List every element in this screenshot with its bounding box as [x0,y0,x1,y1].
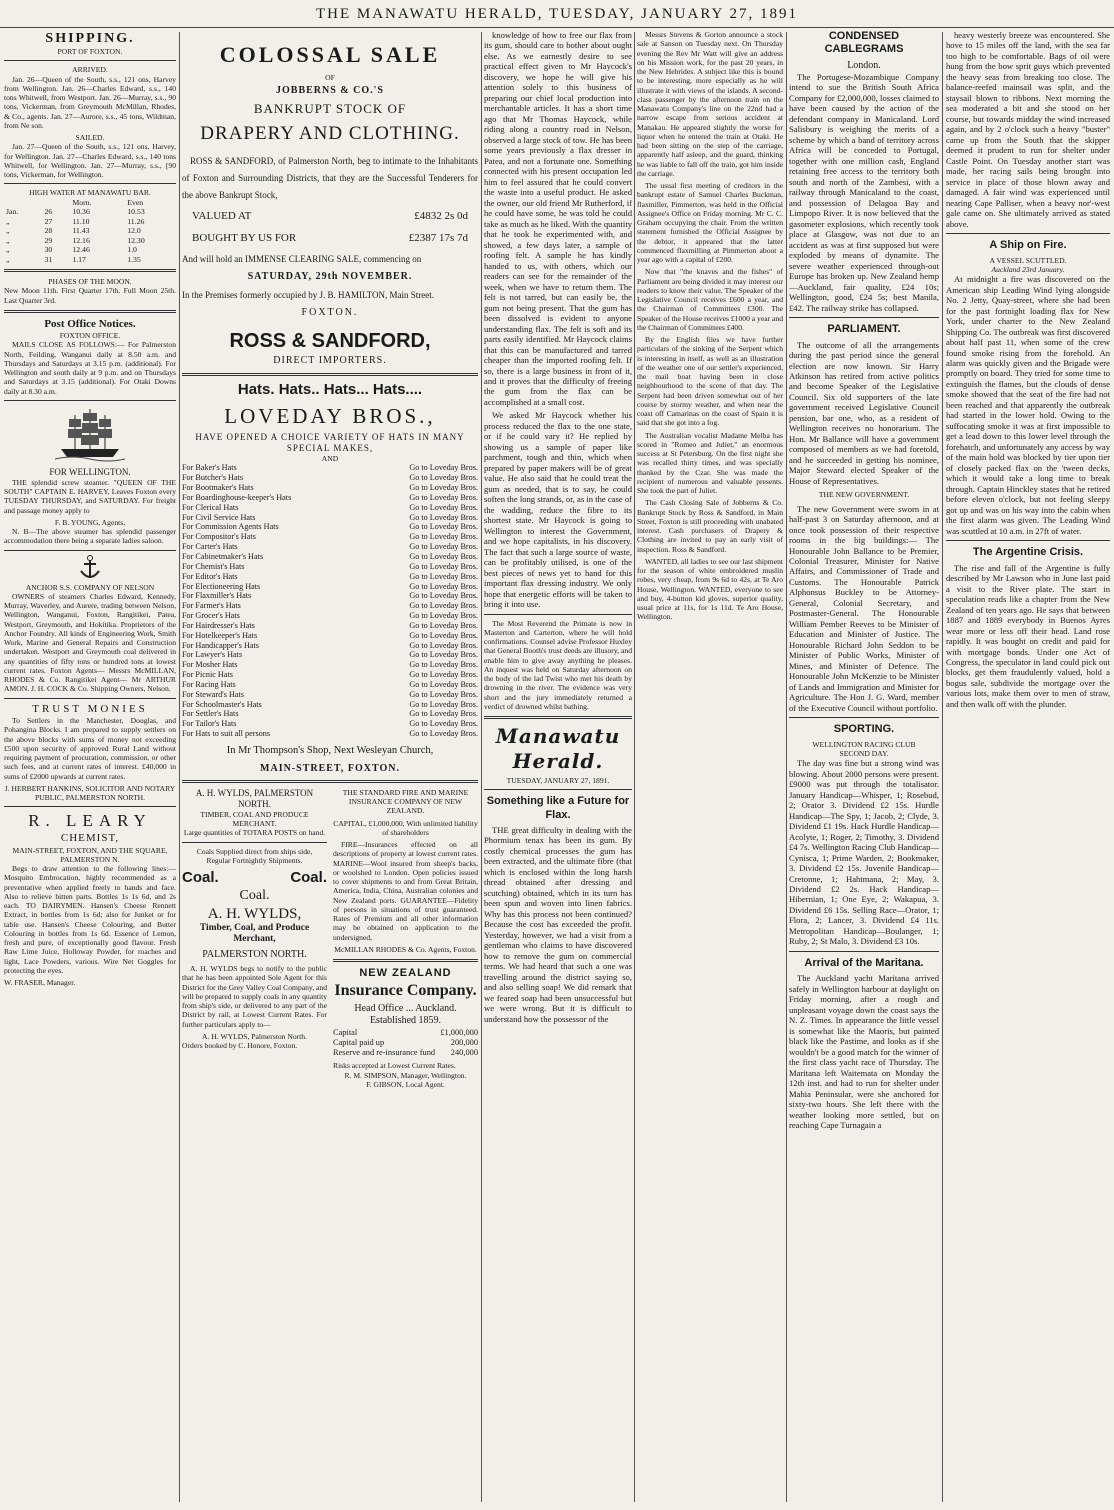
steamer-text: THE splendid screw steamer. "QUEEN OF THE SOUTH" CAPTAIN E. HARVEY, Leaves Foxton every TUESDAY THURSDAY, and SATURDAY. For freight and passage money apply to [4,477,176,515]
hat-list-item: For Tailor's Hats Go to Loveday Bros. [182,719,478,729]
ross-intro: ROSS & SANDFORD, of Palmerston North, beg to intimate to the Inhabitants of Foxton and Surrounding Districts, that they are the Successful Tenderers for the above Bankrupt Stock, [182,156,478,201]
column-news [637,30,783,1506]
for-wellington: FOR WELLINGTON. [49,466,131,477]
hat-list-item: For Bootmaker's Hats Go to Loveday Bros. [182,483,478,493]
main-street: MAIN-STREET, FOXTON. [260,762,400,774]
capital-paid-row: Capital paid up 200,000 [333,1037,478,1047]
hat-list-item: For Farmer's Hats Go to Loveday Bros. [182,601,478,611]
coal-center: Coal. [239,888,270,904]
flax-continued: knowledge of how to free our flax from its gum, should care to bother about ought else. As we earnestly desire to see practical effect given to Mr Haycock's discovery, we hope he will give his attention solely to this business of preparing our chief local production into merchantable articles. It has a short time ago that Mr Thomas Haycock, while riding along a country road in Nelson, observed a large stock of tow. He has been some years previously a flax dresser in Patea, and not a fortunate one. Something connected with his present occupation led him to feel assured that he could convert the waste into a useful product. He asked the owner, our old friend Mr Rutherford, if he could have some, he was told he could take as much as he liked. With the quantity that he took he experimented with, and showed, a few days later, a sample of roofing felt. A sample he has kindly handed to us, with others, which our readers can see for the remainder of the week, when we have to return them. The felt is not tarred, but can easily be, the gum not being present. That the gum has been dissolved is evident to anyone understanding flax. The felt is soft and its parts easily identified. Mr Haycock claims that this can be manufactured and tarred cheaper than the imported roofing felt. If so, there is a large business in front of it, and it proves that the difficulty of freeing the gum from the flax can be accomplished at a small cost. [484,30,632,407]
hat-list-item: For Carter's Hats Go to Loveday Bros. [182,542,478,552]
nz-insurance: NEW ZEALAND [359,967,452,980]
hat-list-item: For Hats to suit all persons Go to Loveday Bros. [182,729,478,739]
town: FOXTON. [301,306,359,318]
anchor-title: ANCHOR S.S. COMPANY OF NELSON [25,582,155,592]
fire-text: At midnight a fire was discovered on the American ship Leading Wind lying alongside No. 2 Jetty, Quay-street, where she had been for the past fortnight loading flax for New York, under charter to the New Zealand Shipping Co. The outbreak was first discovered about half past 11, when some of the crew found smoke rising from the forehold. An alarm was quickly given and the Brigade were promptly on board. They tried for some time to extinguish the flames, but the clouds of dense smoke showed that the seat of the fire had not been reached and that apparently the outbreak had started in the lower hold. Owing to the suffocating smoke it was at first impossible to get a lead down to this lower level through the forehatch, and unfortunately any access by way of the main hold was blocked by tier upon tier of closely packed flax on the 'tween decks, which it would take a long time to break through. Captain Hinckley states that he retired before eleven o'clock, but not feeling sleepy got up and was on his way into the cabin when the first alarm was given. The Leading Wind was scuttled at 10 a.m. in 27ft of water. [946,274,1110,536]
nb-text: N. B—The above steamer has splendid passenger accommodation there being a separate ladies saloon. [4,527,176,546]
hat-list-item: For Handicapper's Hats Go to Loveday Bros. [182,640,478,650]
trust-text: To Settlers in the Manchester, Douglas, and Pohangina Blocks. I am prepared to supply settlers on the above blocks with sums of money not exceeding £500 upon security of approved Rural Land without requiring payment of procuration, commission, or other such fees, and at current rates of interest. £40,000 in sums of £2000 upwards at current rates. [4,716,176,781]
hat-list-item: For Steward's Hats Go to Loveday Bros. [182,689,478,699]
hat-list-item: For Butcher's Hats Go to Loveday Bros. [182,473,478,483]
sailed-label: SAILED. [75,133,105,143]
ship-fire-title: A Ship on Fire. [989,239,1067,252]
sale-date: SATURDAY, 29th NOVEMBER. [247,271,413,283]
hat-list-item: For Baker's Hats Go to Loveday Bros. [182,463,478,473]
hat-list-item: For Schoolmaster's Hats Go to Loveday Bros. [182,699,478,709]
drapery-title: DRAPERY AND CLOTHING. [200,123,460,145]
maritana-title: Arrival of the Maritana. [804,956,924,969]
ross-sandford: ROSS & SANDFORD, [229,329,431,352]
wylds-orders: Orders booked by C. Honore, Foxton. [182,1041,298,1051]
column-cables [789,30,939,1506]
hat-list-item: For Hairdresser's Hats Go to Loveday Bros. [182,620,478,630]
news-parliament-pay: Now that "the knaves and the fishes" of Parliament are being divided it may interest our readers to know their value. The Speaker of the Legislative Council receives £600 a year, and the Chairman of Committees £300. The Speaker of the House receives £1000 a year and the Chairman of Committees £400. [637,267,783,332]
head-office: Head Office ... Auckland. [354,1003,457,1015]
hat-list-item: For Editor's Hats Go to Loveday Bros. [182,571,478,581]
hat-list-item: For Racing Hats Go to Loveday Bros. [182,679,478,689]
argentine-text: The rise and fall of the Argentine is fully described by Mr Lawson who in June last paid a visit to the River plate. The start in speculation reads like a chapter from the New Zealand of ten years ago. He says that between 1887 and 1889 everybody in Buenos Ayres wear more or less off their head. Land rose rapidly. It was bought on credit and paid for with mortgage bonds. Under one Act of Congress, the speculator in land could pick out blocks, get them fraudulently valued, hold a bogus sale, subdivide the mortgage over the various lots, make them over to men of straw, and then walk off with the plunder. [946,562,1110,709]
post-title: Post Office Notices. [44,317,136,330]
hat-list-item: For Mosher Hats Go to Loveday Bros. [182,660,478,670]
tide-table: Morn. Even Jan. 26 10.36 10.53 „ 27 11.10 11.26 „ 28 11.43 12.0 „ 29 12.16 12.30 „ 30 12.46 1.0 „ 31 1.17 1.35 [6,197,145,264]
london-label: London. [847,59,881,71]
sporting-title: SPORTING. [833,723,895,736]
trust-title: TRUST MONIES [32,702,148,715]
risks: Risks accepted at Lowest Current Rates. [333,1061,456,1071]
cablegrams-title: CONDENSED CABLEGRAMS [824,30,904,56]
std-text: FIRE—Insurances effected on all descriptions of property at lowest current rates. MARINE—Wool insured from sheep's backs, or woolshed to London. Open policies issued to cover shipments to and from Great Britain, America, India, China, Australian colonies and New Zealand ports. GUARANTEE—Fidelity of persons in situations of trust guaranteed. Rates of Premium and all other information may be obtained on application to the undersigned, [333,840,478,942]
importers: DIRECT IMPORTERS. [273,355,387,367]
column-ship-fire [946,30,1110,1506]
valued-row: VALUED AT £4832 2s 0d [192,209,468,222]
new-gov-title: THE NEW GOVERNMENT. [818,490,910,500]
post-sub: FOXTON OFFICE. [59,331,121,341]
flax-future-title: Something like a Future for Flax. [486,795,630,821]
hat-list-item: For Hotelkeeper's Hats Go to Loveday Bros. [182,630,478,640]
sale-title: COLOSSAL SALE [219,42,441,67]
clearing-sale: And will hold an IMMENSE CLEARING SALE, commencing on [182,254,422,265]
fire-dateline: Auckland 23rd January. [991,264,1065,274]
wylds-sign: A. H. WYLDS, Palmerston North. [202,1031,307,1041]
herald-date: TUESDAY, JANUARY 27, 1891. [506,775,610,785]
loveday-sub: HAVE OPENED A CHOICE VARIETY OF HATS IN MANY SPECIAL MAKES, [195,432,465,454]
wylds-ad [182,788,327,1089]
std-title: THE STANDARD FIRE AND MARINE INSURANCE COMPANY OF NEW ZEALAND. [342,787,469,816]
insurance-company: Insurance Company. [334,981,477,999]
and: AND [321,454,339,464]
maritana-text: The Auckland yacht Maritana arrived safely in Wellington harbour at daylight on Friday morning, after a rough and unpleasant voyage down the coast says the N. Z. Times. In appearance the little vessel is somewhat like the Maoris, but painted black like the Pastime, and looks as if she wouldn't be a good match for the winner of the first class yacht race of Thursday. The Maritana left Waitemata on Monday the 12th inst. and had to run for shelter under Mahia Peninsular, were she anchored for sixty-two hours. She left there with the weather looking more settled, but on reaching Cape Turnagain a [789,973,939,1131]
news-cash-sale: The Cash Closing Sale of Jobberns & Co. Bankrupt Stock by Ross & Sandford, in Main Street, Foxton is still proceeding with unabated interest. Cash purchasers of Drapery & Clothing are invited to pay an early visit of inspection. Ross & Sandford. [637,498,783,554]
wylds-coals: Coals Supplied direct from ships side, [196,846,313,856]
arrived-label: ARRIVED. [72,65,108,75]
port-label: PORT OF FOXTON. [57,47,123,57]
maritana-continued: heavy westerly breeze was encountered. She hove to 15 miles off the land, with the sea far too high to be comfortable. Bags of oil were hung from the bow sprit guys which prevented the heavy seas from breaking too close. The balance-reefed mainsail was split, and the staysail blown to ribbons. Next morning the sea moderated a bit and she stood on her course, but towards midday the wind increased again, and by 2 o'clock such a heavy "buster" came up from the South that the skipper deemed it prudent to run for shelter under Castle Point. On Tuesday another start was made, her racing sails being brought into service in place of those blown away and damaged. A fair wind was experienced until nearing Cape Palliser, when a heavy nor'-west gale came on. She ultimately arrived as stated above. [946,30,1110,229]
wanted-ads: WANTED, all ladies to see our last shipment for the season of white embroidered muslin robes, very cheap, from 9s 6d to 42s, at Te Aro House, Wellington. WANTED, everyone to see and buy, 4-button kid gloves, superior quality, usual price at 11s, for 1s 11d. Te Aro House, Wellington. [637,556,783,622]
column-rule [942,32,943,1502]
haycock-process: We asked Mr Haycock whether his process reduced the flax to the one state, or if he could vary it? He replied by showing us a sample of paper like parchment, tough and thin, which when prepared by paper makers will be of great value. He also said that he could treat the gum as needed, that is to say, he could soften the long strands, or, as in the case of the wadding, reduce the fibre to its shortest state. Mr Haycock is going to Wellington to interest the Government, and we hope capitalists, in his discovery. The fact that such a large source of waste, can be profitably utilised, is one of the best pieces of news yet to hand for this important flax dressing industry. We only hope that energetic efforts will be taken to bring it into use. [484,410,632,610]
thompson: In Mr Thompson's Shop, Next Wesleyan Church, [226,745,434,756]
parliament-text: The outcome of all the arrangements during the past period since the general election are now known. Sir Harry Atkinson has retired from active politics and become Speaker of the Legislative Council. Six old supporters of the late government received Legislative Council pension, bar one, who, as a resident of Wellington receives no honorarium. The Hon. Mr Ballance will have a government composed of members as we had foretold, and he succeeded in getting his nominee, Major Steward elected Speaker of the House of Representatives. [789,339,939,486]
loveday-title: LOVEDAY BROS., [224,403,436,428]
std-agents: McMILLAN RHODES & Co. Agents, Foxton. [334,944,477,954]
news-1: Messrs Stevens & Gorton announce a stock sale at Sanson on Tuesday next. On Thursday evening the Rev Mr Watt will give an address on his Mission work, for the past 20 years, in the New Hebrides. A subject like this is bound to be interesting, more especially as he will illustrate it with views of the islands. A second-class passenger by the afternoon train on the Manawatu Company's line on the 22nd had a narrow escape from serious accident at Manakau. He appeared slightly the worse for liquor when he entered the train at Otaki. He had been sitting on the step of the carriage, apparently half asleep, and the guard, thinking he was liable to fall off the train, got him inside the carriage. [637,30,783,178]
column-rule [634,32,635,1502]
sailed-text: Jan. 27—Queen of the South, s.s., 121 ons, Harvey, for Wellington. Jan. 27—Charles Edward, s.s., 140 tons Whitwell, for Wellington. Jan. 27—Murray, s.s., [90 tons, Vickerman, for Wellington. [4,142,176,180]
capital-row: Capital £1,000,000 [333,1027,478,1037]
parliament-title: PARLIAMENT. [827,323,901,336]
hat-list-item: For Compositor's Hats Go to Loveday Bros. [182,532,478,542]
wylds-totara: Large quantities of TOTARA POSTS on hand. [183,828,326,838]
leary-name: R. LEARY [28,811,152,831]
hats-title: Hats. Hats.. Hats... Hats.... [237,381,423,399]
bought-row: BOUGHT BY US FOR £2387 17s 7d [192,231,468,244]
premises: In the Premises formerly occupied by J. B. HAMILTON, Main Street. [182,289,434,300]
column-rule [786,32,787,1502]
std-capital: CAPITAL, £1,000,000, With unlimited liability of shareholders [333,818,478,837]
post-text: MAILS CLOSE AS FOLLOWS:— For Palmerston North, Feilding, Wanganui daily at 8.50 a.m. and Thursdays and Saturdays at 3.15 p.m. (additional). For Wellington and south daily at 9 p.m. and on Thursdays and Saturdays at 3.15 (additional). For Otaki Downs daily at 8.30 a.m. [4,340,176,396]
fraser-signature: W. FRASER, Manager. [4,978,76,987]
anchor-icon [79,555,101,581]
local-notes: The Most Reverend the Primate is now in Masterton and Carterton, where he will hold confirmations. Counsel advise Professor Huxley that General Booth's trust deeds are illusory, and enable him to give away anything he pleases. An inquest was held on Saturday afternoon on the body of the lad Twist who met his death by drowning in the river. The evidence was very short and the jury immediately returned a verdict of drowned whilst bathing. [484,618,632,711]
wylds-palm: PALMERSTON NORTH. [202,949,307,960]
hat-list-item: For Electioneering Hats Go to Loveday Bros. [182,581,478,591]
insurance-ads [333,788,478,1089]
racing-club: WELLINGTON RACING CLUB [812,739,916,749]
gibson: F. GIBSON, Local Agent. [366,1079,445,1089]
column-editorial [484,30,632,1506]
flax-future-text: THE great difficulty in dealing with the Phormium tenax has been its gum. By costly chemical processes the gum has been extracted, and the ultimate fibre (that which is enclosed within the long harsh thread obtained after dressing and scutching) obtained, which in its turn has been spun and woven into linen fabrics. Why has this process not been continued? Because the cost has exceeded the profit. Yesterday, however, we had a visit from a gentleman who claims to have discovered how to remove the gum on commercial terms. We had heard that such a one was travelling around the district saying so, and also selling soap! We did remark that we feared soap had been unsuccessful but we were wrong. But it is difficult to understand how the possessor of the [484,824,632,1024]
masthead: THE MANAWATU HERALD, TUESDAY, JANUARY 27, 1891 [0,0,1114,28]
hat-list-item: For Boardinghouse-keeper's Hats Go to Loveday Bros. [182,492,478,502]
lower-ads [182,788,478,1089]
shipping-title: SHIPPING. [45,31,135,46]
wylds-timber: Timber, Coal, and Produce Merchant, [199,922,310,945]
wylds-text: A. H. WYLDS begs to notify to the public that he has been appointed Sole Agent for this District for the Grey Valley Coal Company, and will be prepared to supply coals in any quantity from ship's side, or delivered to any part of the District by rail, at Lowest Current Rates. For further particulars apply to— [182,964,327,1029]
jobberns: JOBBERNS & CO.'S [276,85,384,97]
sale-of: OF [325,72,335,82]
established: Established 1859. [369,1015,442,1027]
wylds-name: A. H. WYLDS, [207,905,302,922]
leary-text: Begs to draw attention to the following lines:— Mosquito Embrocation, highly recommended as a preventative when applied freely to hands and face. Also to relieve bitten parts. Bottles 1s 1s 6d, and 2s each. TO DAIRYMEN. Hansen's Cheese Rennett Extract, in bottles from 1s 6d; also for Junket or for table use. Hansen's Cheese Colouring, and Butter Colouring in bottles from 1s 6d. Essence of Lemon, fresh and pure, of exceptionally good flavour. Fresh Raw Lime Juice, Holloway Powder, for roaches and light, Lace Powders, various. Wire Net Goggles for protecting the eyes. [4,864,176,975]
hat-list-item: For Chemist's Hats Go to Loveday Bros. [182,561,478,571]
moon-text: New Moon 11th. First Quarter 17th. Full Moon 25th. Last Quarter 3rd. [4,286,176,305]
hat-list-item: For Civil Service Hats Go to Loveday Bros. [182,512,478,522]
sailing-ship-icon [55,405,125,463]
hat-list-item: For Cabinetmaker's Hats Go to Loveday Bros. [182,551,478,561]
argentine-title: The Argentine Crisis. [972,546,1084,559]
cable-text: The Portugese-Mozambique Company intend to sue the British South Africa Company for £2,000,000, losses claimed to have been caused by the action of the defendant company in Manicaland. Lord Salisbury is weighing the merits of a scheme by which a band of territory across Africa will be conceded to Portugal, together with one million cash, England retaining free access to the territory both south and north of the Zambesi, with a railway through Manicaland to the coast, and possession of Delagoa Bay and Limpopo River. It is now believed that the gasometer explosions, which recently took place at Glasgow, was not due to an accident as was at first supposed but were exploded by means of dynamite. The severe weather experienced through-out Europe has broken up. New Zealand hemp—Auckland, fair quality, £24 10s; Wellington, good, £24 5s; best Manila, £42. The railway strike has collapsed. [789,72,939,313]
arrived-text: Jan. 26—Queen of the South, s.s., 121 ons, Harvey from Wellington. Jan. 26—Charles Edward, s.s., 140 tons Whitwell, from Westport. Jan. 26—Murray, s.s., 90 tons, Vickerman, from Greymouth McMillan, Rhodes, & Co., agents. Jan. 27—Aurore, s.s., 45 tons, Wildman, from Ne son. [4,74,176,130]
column-shipping [4,30,176,1506]
hat-list-item: For Lawyer's Hats Go to Loveday Bros. [182,650,478,660]
herald-title: Manawatu Herald. [495,724,621,773]
hat-list-item: For Picnic Hats Go to Loveday Bros. [182,670,478,680]
hat-list [182,463,478,739]
moon-title: PHASES OF THE MOON. [48,277,132,287]
hat-list-item: For Commission Agents Hats Go to Loveday Bros. [182,522,478,532]
column-rule [179,32,180,1502]
hat-list-item: For Grocer's Hats Go to Loveday Bros. [182,611,478,621]
wylds-trade: TIMBER, COAL AND PRODUCE MERCHANT. [200,809,309,829]
sporting-text: The day was fine but a strong wind was blowing. About 2000 persons were present. £9000 was put through the totalisator. January Handicap—Whisper, 1; Rosebud, 2; Orator 3. Dividend £2 15s. Hurdle Handicap—The Spy, 1; Jacob, 2; Clyde, 3. Dividend £1 19s. Hack Hurdle Handicap—Acolyte, 1; Roger, 2; Timothy, 3. Dividend £4 7s. Wellington Racing Club Handicap—Cynisca, 1; Prime Warden, 2; Bookmaker, 3. Dividend £2 15s. Juvenile Handicap—Cretonne, 1; Hahtmana, 2; May, 3. Dividend £2 2s. Hack Handicap—Hibernian, 1; One Eye, 2; Wakapua, 3. Dividend £6 15s. Selling Race—Orator, 1; Flora, 2; Lancer, 3. Dividend £4 11s. Metropolitan Handicap—Boulanger, 1; Ruby, 2; St Malo, 3. Dividend £3 10s. [789,758,939,947]
news-serpent: By the English files we have further particulars of the sinking of the Serpent which is interesting in itself, as well as an illustration of the weather one of our settler's experienced, the mail boat having been in close neighbourhood to the scene of that day. The Serpent had been driven somewhat out of her course by stormy weather, and when near the coast off Camarinas on the coast of Spain it is said that she got into a fog. [637,335,783,428]
simpson: R. M. SIMPSON, Manager, Wellington. [344,1070,467,1080]
bankrupt-stock: BANKRUPT STOCK OF [253,101,407,117]
leary-title: CHEMIST, [60,832,120,845]
anchor-text: OWNERS of steamers Charles Edward, Kennedy, Murray, Waverley, and Aurere, trading between Nelson, Wellington, Wanganui, Foxton, Rangitikei, Patea, Westport, Greymouth, and Hokitika. Proprietors of the Anchor Foundry. All kinds of Engineering Work, Smith Work, Marine and General Repairs and Construction undertaken. Westport and Greymouth coal delivered in any quantities of fifty tons or hundred tons at lowest current rates. Foxton Agents— Messrs McMILLAN, RHODES & Co. Rangitikei Agent— Mr ARTHUR AMON. J. H. COCK & Co. Shipping Owners, Nelson. [4,591,176,694]
column-rule [481,32,482,1502]
scuttled-sub: A VESSEL SCUTTLED. [989,255,1067,265]
news-creditors: The usual first meeting of creditors in the bankrupt estate of Samuel Charles Buckman, flaxmiller, Pimmerton, was held in the Official Assignee's Office on Friday morning. Mr C. C. Graham occupying the chair. From the written statement furnished the Official Assignee by the debtor, it appeared that the latter commenced flaxmilling at Pimmerton about a year ago with a capital of £200. [637,181,783,264]
tide-title: HIGH WATER AT MANAWATU BAR. [29,188,151,198]
coal-row: Coal. Coal. [182,869,327,887]
wylds-head: A. H. WYLDS, PALMERSTON NORTH. [195,787,314,809]
hat-list-item: For Clerical Hats Go to Loveday Bros. [182,502,478,512]
agent-name: F. B. YOUNG, Agents, [54,517,126,527]
hankins: J. HERBERT HANKINS, SOLICITOR AND NOTARY PUBLIC, PALMERSTON NORTH. [4,783,176,803]
new-gov-text: The new Government were sworn in at half-past 3 on Saturday afternoon, and at once took possession of their respective rooms in the big buildings:— The Honourable John Ballance to be Premier, Colonial Treasurer, Minister for Native Affairs, and Commissioner of Trade and Customs. The Honourable Patrick Alphonsus Buckley to be Attorney-General, Colonial Secretary, and Postmaster-General. The Honourable William Pember Reeves to be Minister of Education and Minister of Justice. The Honourable Richard John Seddon to be Minister of Public Works, Minister of Mines, and Minister of Defence. The Honourable John McKenzie to be Minister of Lands and Immigration and Minister for Agriculture. The Hon J. G. Ward, member of the Executive Council without portfolio. [789,503,939,713]
hat-list-item: For Settler's Hats Go to Loveday Bros. [182,709,478,719]
news-melba: The Australian vocalist Madame Melba has scored in "Romeo and Juliet," an enormous success at St Petersburg. On the first night she was recalled thirty times, and was specially thanked by the Czar. She was made the recipient of numerous and valuable presents. She took the part of Juliet. [637,430,783,495]
second-day: SECOND DAY. [839,748,889,758]
column-ads [182,30,478,1506]
wylds-regular: Regular Fortnightly Shipments. [206,855,303,865]
reserve-row: Reserve and re-insurance fund 240,000 [333,1048,478,1058]
hat-list-item: For Flaxmiller's Hats Go to Loveday Bros. [182,591,478,601]
leary-address: MAIN-STREET, FOXTON, AND THE SQUARE, PALMERSTON N. [12,845,168,864]
